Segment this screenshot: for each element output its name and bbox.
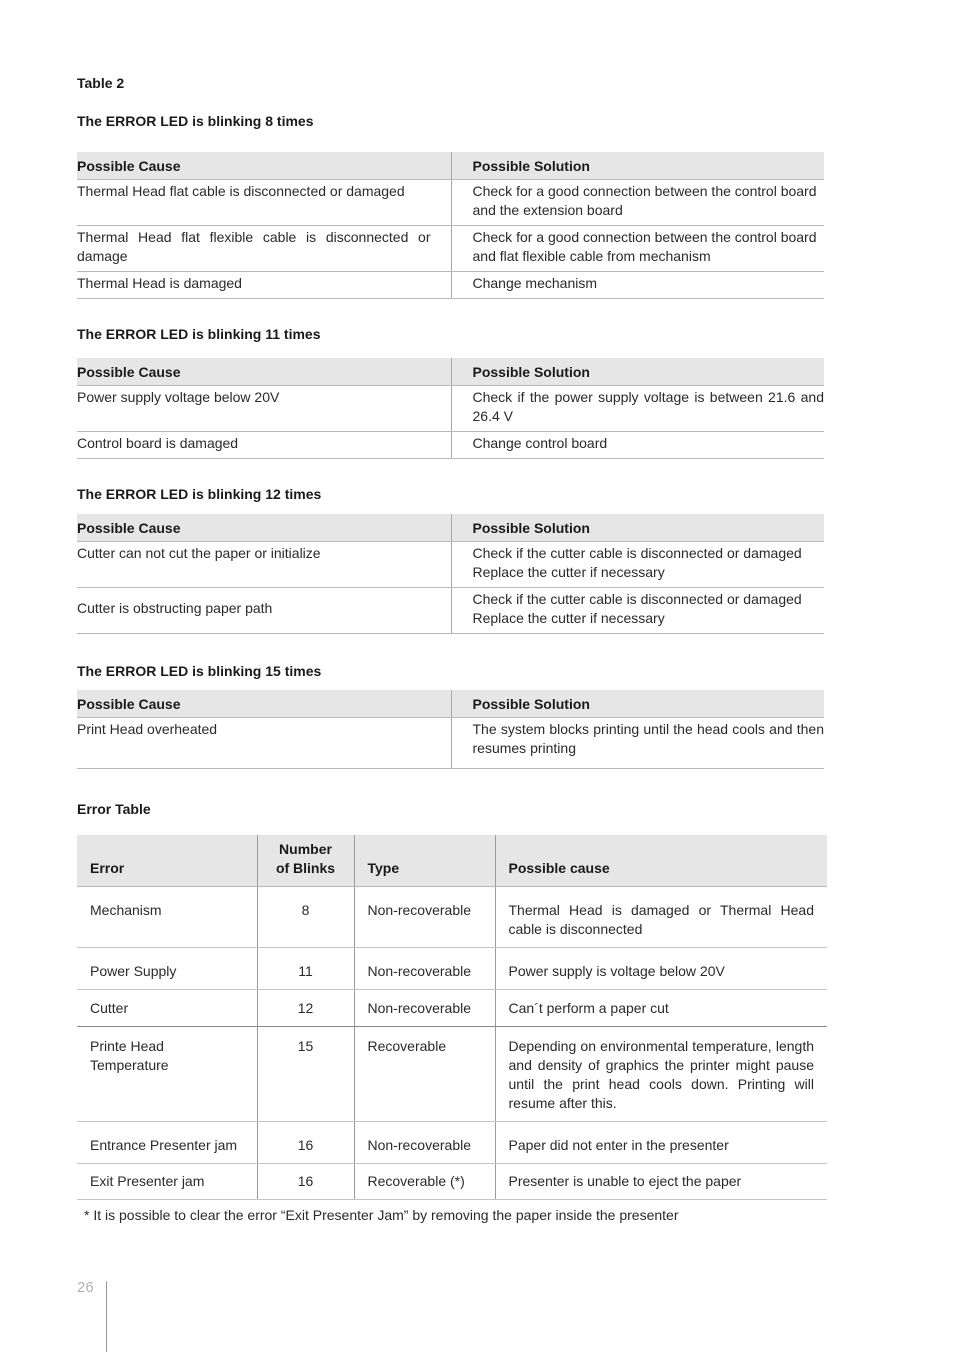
error-line: Temperature xyxy=(90,1056,169,1073)
cause-cell: Depending on environmental temperature, length and density of graphics the printer might pause until the print head cools down. Printing will resume after this. xyxy=(495,1026,827,1121)
solution-cell: Change control board xyxy=(451,431,824,458)
cause-cell: Cutter can not cut the paper or initialize xyxy=(77,541,451,587)
table-row xyxy=(77,587,824,633)
solution-line: Check if the cutter cable is disconnected or damaged xyxy=(472,590,802,607)
column-header-solution: Possible Solution xyxy=(451,152,824,179)
error-cell: Entrance Presenter jam xyxy=(77,1121,257,1163)
table-row xyxy=(77,1121,827,1163)
blinks-cell: 16 xyxy=(257,1163,354,1199)
table-row xyxy=(77,179,824,225)
error-cell: Mechanism xyxy=(77,886,257,947)
error-cell: Exit Presenter jam xyxy=(77,1163,257,1199)
type-cell: Non-recoverable xyxy=(354,947,495,989)
table-label: Table 2 xyxy=(77,75,125,91)
cause-cell: Thermal Head is damaged or Thermal Head cable is disconnected xyxy=(495,886,827,947)
cause-cell: Presenter is unable to eject the paper xyxy=(495,1163,827,1199)
table-row xyxy=(77,886,827,947)
column-header-type: Type xyxy=(354,835,495,886)
table-row xyxy=(77,989,827,1026)
table-header-row xyxy=(77,358,824,385)
column-header-cause: Possible Cause xyxy=(77,358,451,385)
solution-cell: Check if the power supply voltage is between 21.6 and 26.4 V xyxy=(451,385,824,431)
section-heading-8-blinks: The ERROR LED is blinking 8 times xyxy=(77,113,314,129)
table-row xyxy=(77,1163,827,1199)
blinks-cell: 11 xyxy=(257,947,354,989)
column-header-solution: Possible Solution xyxy=(451,690,824,717)
table-row xyxy=(77,541,824,587)
cause-cell: Control board is damaged xyxy=(77,431,451,458)
page-number-divider xyxy=(106,1281,107,1352)
header-line: of Blinks xyxy=(275,859,336,876)
cause-cell: Print Head overheated xyxy=(77,717,451,768)
cause-cell: Power supply voltage below 20V xyxy=(77,385,451,431)
error-table xyxy=(77,835,827,1200)
table-header-row xyxy=(77,152,824,179)
cause-cell: Paper did not enter in the presenter xyxy=(495,1121,827,1163)
solution-cell: Check for a good connection between the control board and the extension board xyxy=(451,179,824,225)
table-header-row xyxy=(77,514,824,541)
column-header-error: Error xyxy=(77,835,257,886)
error-cell: Cutter xyxy=(77,989,257,1026)
solution-line: Replace the cutter if necessary xyxy=(472,563,665,580)
blinks-cell: 12 xyxy=(257,989,354,1026)
table-header-row xyxy=(77,835,827,886)
cause-cell: Thermal Head flat cable is disconnected or damaged xyxy=(77,179,451,225)
header-line: Number xyxy=(279,840,332,857)
table-row xyxy=(77,1026,827,1121)
table-row xyxy=(77,385,824,431)
cause-cell: Can´t perform a paper cut xyxy=(495,989,827,1026)
error-cell: Power Supply xyxy=(77,947,257,989)
led-table-15-blinks xyxy=(77,690,824,769)
column-header-solution: Possible Solution xyxy=(451,358,824,385)
column-header-cause: Possible cause xyxy=(495,835,827,886)
solution-cell: Check for a good connection between the control board and flat flexible cable from mechanism xyxy=(451,225,824,271)
solution-cell xyxy=(451,541,824,587)
error-line: Printe Head xyxy=(90,1037,164,1054)
section-heading-12-blinks: The ERROR LED is blinking 12 times xyxy=(77,486,322,502)
cause-cell: Cutter is obstructing paper path xyxy=(77,587,451,633)
solution-line: Replace the cutter if necessary xyxy=(472,609,665,626)
blinks-cell: 15 xyxy=(257,1026,354,1121)
type-cell: Recoverable xyxy=(354,1026,495,1121)
column-header-blinks xyxy=(257,835,354,886)
solution-cell: Change mechanism xyxy=(451,271,824,298)
table-row xyxy=(77,947,827,989)
table-row xyxy=(77,431,824,458)
column-header-cause: Possible Cause xyxy=(77,690,451,717)
section-heading-11-blinks: The ERROR LED is blinking 11 times xyxy=(77,326,321,342)
type-cell: Non-recoverable xyxy=(354,886,495,947)
cause-cell: Thermal Head is damaged xyxy=(77,271,451,298)
cause-cell: Thermal Head flat flexible cable is disconnected or damage xyxy=(77,225,451,271)
cause-cell: Power supply is voltage below 20V xyxy=(495,947,827,989)
led-table-8-blinks xyxy=(77,152,824,299)
page-number: 26 xyxy=(77,1279,94,1296)
error-table-heading: Error Table xyxy=(77,801,151,817)
table-row xyxy=(77,271,824,298)
column-header-cause: Possible Cause xyxy=(77,152,451,179)
solution-cell: The system blocks printing until the head cools and then resumes printing xyxy=(451,717,824,768)
error-cell xyxy=(77,1026,257,1121)
table-row xyxy=(77,225,824,271)
column-header-solution: Possible Solution xyxy=(451,514,824,541)
led-table-11-blinks xyxy=(77,358,824,459)
column-header-cause: Possible Cause xyxy=(77,514,451,541)
type-cell: Non-recoverable xyxy=(354,989,495,1026)
section-heading-15-blinks: The ERROR LED is blinking 15 times xyxy=(77,663,322,679)
table-header-row xyxy=(77,690,824,717)
table-row xyxy=(77,717,824,768)
solution-cell xyxy=(451,587,824,633)
blinks-cell: 16 xyxy=(257,1121,354,1163)
blinks-cell: 8 xyxy=(257,886,354,947)
solution-line: Check if the cutter cable is disconnected or damaged xyxy=(472,544,802,561)
type-cell: Recoverable (*) xyxy=(354,1163,495,1199)
footnote: * It is possible to clear the error “Exit Presenter Jam” by removing the paper inside the presenter xyxy=(84,1207,679,1223)
led-table-12-blinks xyxy=(77,514,824,634)
type-cell: Non-recoverable xyxy=(354,1121,495,1163)
